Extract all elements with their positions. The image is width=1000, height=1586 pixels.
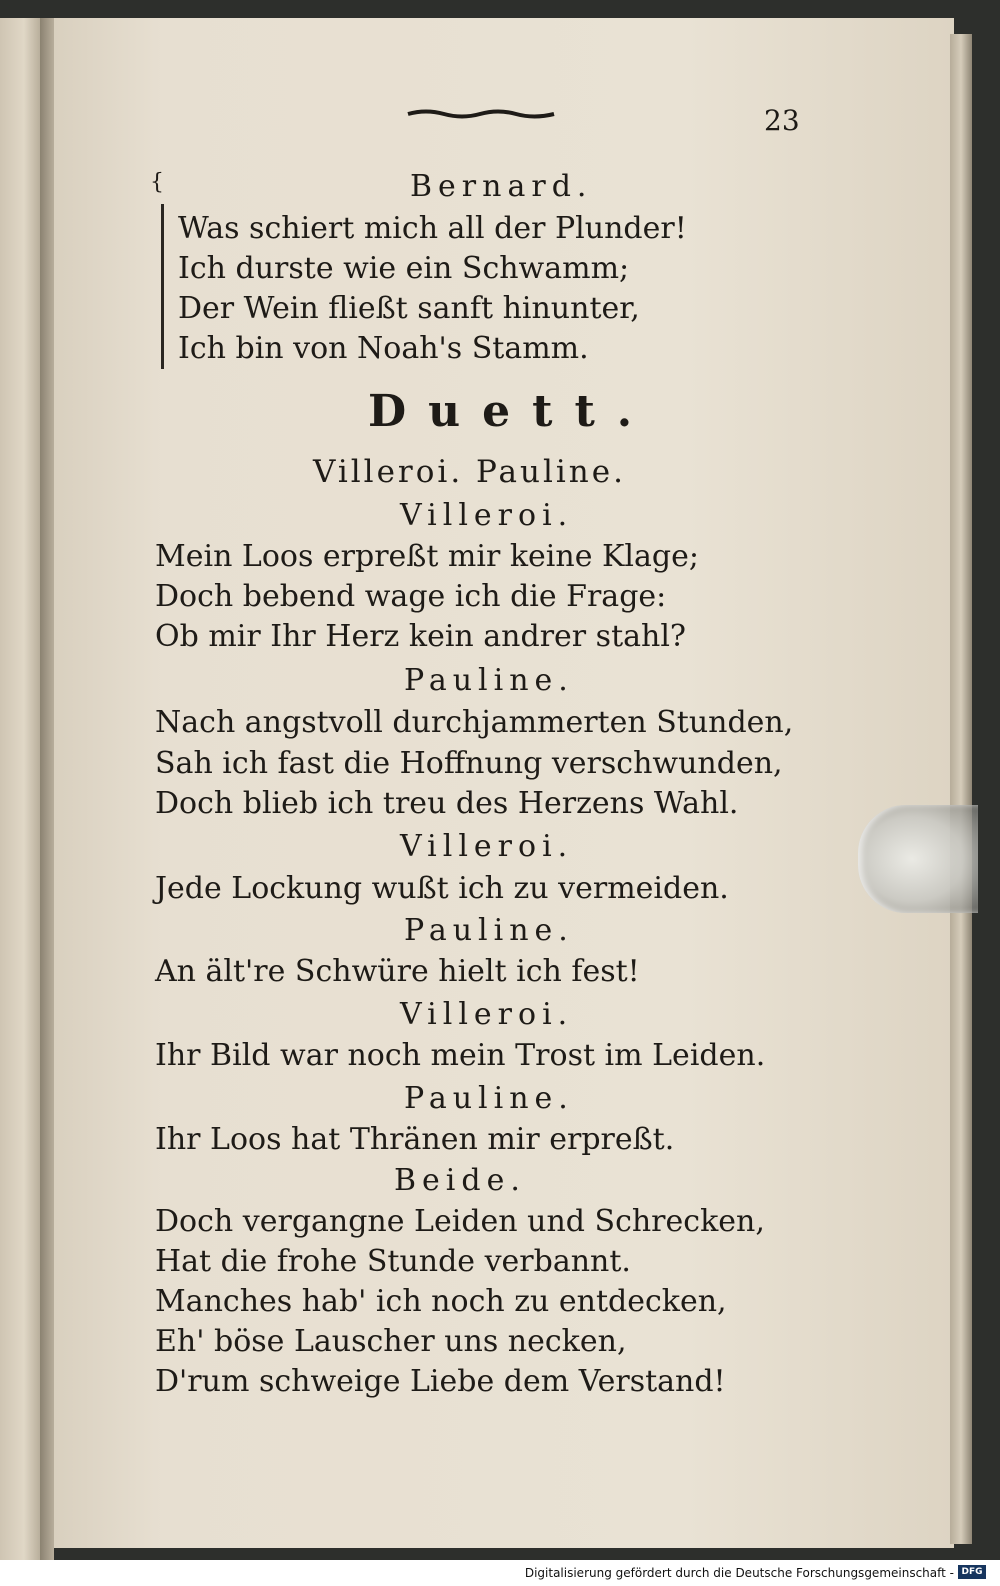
- verse-line: Was schiert mich all der Plunder!: [178, 211, 687, 246]
- speaker-pauline: Pauline.: [404, 663, 574, 698]
- page-clip: [858, 805, 978, 913]
- verse-line: Eh' böse Lauscher uns necken,: [155, 1324, 627, 1359]
- verse-line: Jede Lockung wußt ich zu vermeiden.: [155, 871, 729, 906]
- verse-line: Doch vergangne Leiden und Schrecken,: [155, 1204, 765, 1239]
- digitization-credit: Digitalisierung gefördert durch die Deutsche Forschungsgemeinschaft -: [524, 1566, 954, 1580]
- verse-line: D'rum schweige Liebe dem Verstand!: [155, 1364, 726, 1399]
- speaker-beide: Beide.: [394, 1163, 526, 1198]
- duet-heading: Duett.: [368, 386, 655, 437]
- verse-line: An ält're Schwüre hielt ich fest!: [155, 954, 640, 989]
- dfg-logo: DFG: [958, 1565, 986, 1579]
- speaker-villeroi: Villeroi.: [400, 498, 574, 533]
- speaker-villeroi: Villeroi.: [400, 997, 574, 1032]
- speaker-pauline: Pauline.: [404, 913, 574, 948]
- verse-line: Ich bin von Noah's Stamm.: [178, 331, 589, 366]
- verse-line: Doch bebend wage ich die Frage:: [155, 579, 667, 614]
- speaker-pauline: Pauline.: [404, 1081, 574, 1116]
- verse-bracket: [161, 204, 164, 369]
- duet-characters: Villeroi. Pauline.: [313, 454, 626, 490]
- page-stack-edge: [950, 34, 972, 1544]
- verse-line: Ich durste wie ein Schwamm;: [178, 251, 630, 286]
- previous-page-edge: [0, 18, 40, 1563]
- verse-line: Manches hab' ich noch zu entdecken,: [155, 1284, 727, 1319]
- verse-line: Nach angstvoll durchjammerten Stunden,: [155, 705, 794, 740]
- verse-line: Ihr Loos hat Thränen mir erpreßt.: [155, 1122, 675, 1157]
- verse-line: Doch blieb ich treu des Herzens Wahl.: [155, 786, 739, 821]
- verse-line: Hat die frohe Stunde verbannt.: [155, 1244, 631, 1279]
- verse-line: Mein Loos erpreßt mir keine Klage;: [155, 539, 699, 574]
- book-gutter: [40, 18, 54, 1563]
- speaker-villeroi: Villeroi.: [400, 829, 574, 864]
- verse-line: Ihr Bild war noch mein Trost im Leiden.: [155, 1038, 766, 1073]
- speaker-bernard: Bernard.: [410, 169, 593, 204]
- verse-line: Ob mir Ihr Herz kein andrer stahl?: [155, 619, 687, 654]
- verse-line: Sah ich fast die Hoffnung verschwunden,: [155, 746, 783, 781]
- bracket-mark: {: [150, 170, 164, 195]
- page-number: 23: [764, 104, 800, 137]
- verse-line: Der Wein fließt sanft hinunter,: [178, 291, 640, 326]
- header-ornament: [406, 108, 556, 120]
